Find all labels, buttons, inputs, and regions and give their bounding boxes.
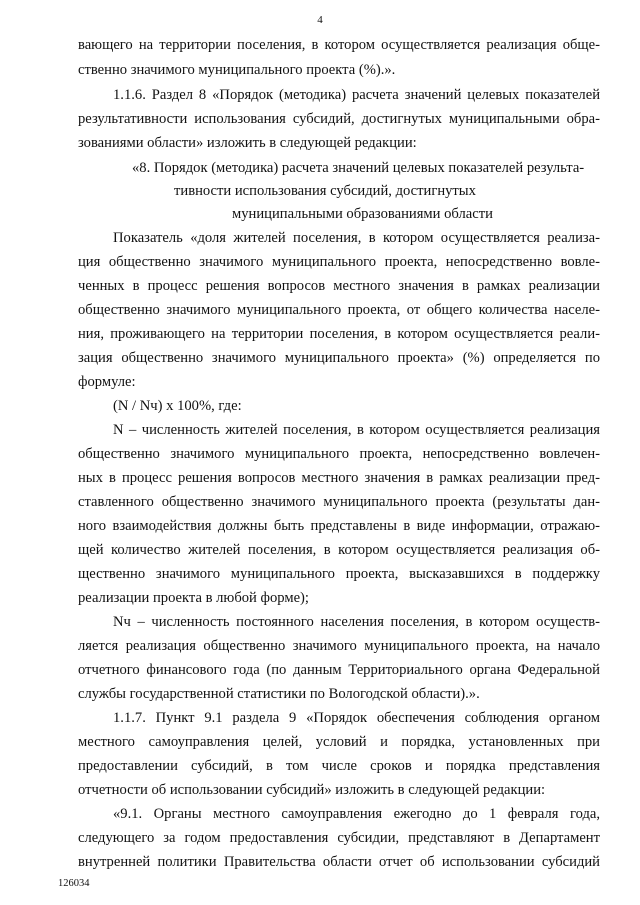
- document-code: 126034: [58, 878, 90, 889]
- text-line: ственно значимого муниципального проекта (%).».: [78, 62, 396, 78]
- text-line: «9.1. Органы местного самоуправления ежегодно до 1 февраля года,: [113, 806, 600, 822]
- text-line: внутренней политики Правительства области отчет об использовании субсидий: [78, 854, 600, 870]
- text-line: общественно значимого муниципального проекта, непосредственно вовлечен-: [78, 446, 600, 462]
- text-line: общественно значимого муниципального проекта, от общего количества населе-: [78, 302, 600, 318]
- text-line: зованиями области» изложить в следующей редакции:: [78, 135, 417, 151]
- text-line: ченных в процесс решения вопросов местного значения в рамках реализации: [78, 278, 600, 294]
- text-line: ляется реализация общественно значимого муниципального проекта, на начало: [78, 638, 600, 654]
- text-line: Показатель «доля жителей поселения, в котором осуществляется реализа-: [113, 230, 600, 246]
- text-line: зация общественно значимого муниципального проекта» (%) определяется по: [78, 350, 600, 366]
- text-line: предоставлении субсидий, в том числе сроков и порядка представления: [78, 758, 600, 774]
- text-line: ного взаимодействия должны быть представлены в виде информации, отражаю-: [78, 518, 600, 534]
- text-line: Nч – численность постоянного населения поселения, в котором осуществ-: [113, 614, 600, 630]
- text-line: местного самоуправления целей, условий и порядка, установленных при: [78, 734, 600, 750]
- section-heading-line: «8. Порядок (методика) расчета значений целевых показателей результа-: [132, 160, 585, 176]
- section-heading-line: тивности использования субсидий, достигнутых: [174, 183, 476, 199]
- page-number: 4: [317, 14, 323, 26]
- text-line: ния, проживающего на территории поселения, в котором осуществляется реали-: [78, 326, 600, 342]
- text-line: щественно значимого муниципального проекта, высказавшихся в поддержку: [78, 566, 600, 582]
- text-line: вающего на территории поселения, в котором осуществляется реализация обще-: [78, 37, 600, 53]
- text-line: щей количество жителей поселения, в котором осуществляется реализация об-: [78, 542, 600, 558]
- text-line: формуле:: [78, 374, 136, 390]
- text-line: следующего за годом предоставления субсидии, представляют в Департамент: [78, 830, 600, 846]
- text-line: N – численность жителей поселения, в котором осуществляется реализация: [113, 422, 600, 438]
- text-line: 1.1.6. Раздел 8 «Порядок (методика) расчета значений целевых показателей: [113, 87, 600, 103]
- section-heading-line: муниципальными образованиями области: [232, 206, 493, 222]
- text-line: результативности использования субсидий, достигнутых муниципальными обра-: [78, 111, 600, 127]
- text-line: отчетности об использовании субсидий» изложить в следующей редакции:: [78, 782, 546, 798]
- formula-line: (N / Nч) x 100%, где:: [113, 398, 242, 414]
- text-line: реализации проекта в любой форме);: [78, 590, 309, 606]
- text-line: 1.1.7. Пункт 9.1 раздела 9 «Порядок обеспечения соблюдения органом: [113, 710, 600, 726]
- text-line: отчетного финансового года (по данным Территориального органа Федеральной: [78, 662, 600, 678]
- text-line: ставленного общественно значимого муниципального проекта (результаты дан-: [78, 494, 600, 510]
- text-line: ция общественно значимого муниципального проекта, непосредственно вовле-: [78, 254, 600, 270]
- text-line: службы государственной статистики по Вологодской области).».: [78, 686, 480, 702]
- text-line: ных в процесс решения вопросов местного значения в рамках реализации пред-: [78, 470, 600, 486]
